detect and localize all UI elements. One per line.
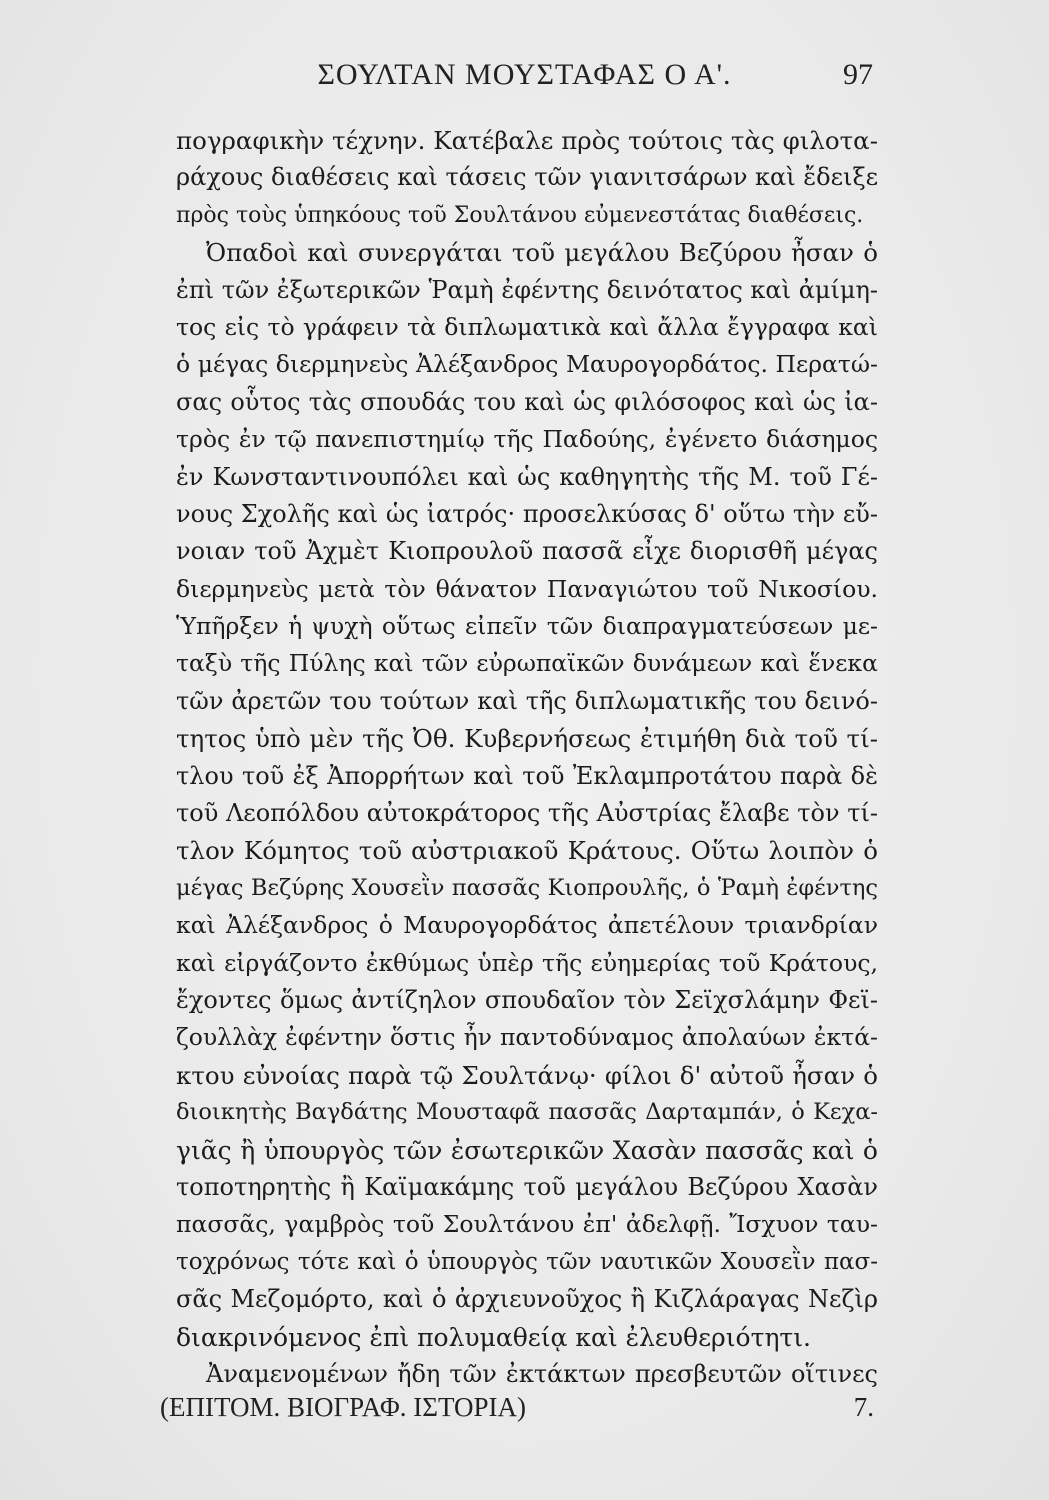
text-line: τος εἰς τὸ γράφειν τὰ διπλωματικὰ καὶ ἄλλα ἔγγραφα καὶ [176, 312, 878, 341]
text-line: σᾶς Μεζομόρτο, καὶ ὁ ἀρχιευνοῦχος ἢ Κιζλάραγας Νεζὶρ [176, 1285, 878, 1314]
running-head-title: ΣΟΥΛΤΑΝ ΜΟΥΣΤΑΦΑΣ Ο Α'. [317, 58, 732, 91]
body-text [176, 122, 878, 1393]
text-line: διερμηνεὺς μετὰ τὸν θάνατον Παναγιώτου τοῦ Νικοσίου. [176, 574, 878, 603]
text-line: καὶ Ἀλέξανδρος ὁ Μαυρογορδάτος ἀπετέλουν τριανδρίαν [176, 911, 878, 940]
text-line: ἔχοντες ὅμως ἀντίζηλον σπουδαῖον τὸν Σεϊχσλάμην Φεϊ- [176, 985, 878, 1014]
text-line: νους Σχολῆς καὶ ὡς ἰατρός· προσελκύσας δ' οὕτω τὴν εὔ- [176, 499, 878, 528]
text-line: τλου τοῦ ἐξ Ἀπορρήτων καὶ τοῦ Ἐκλαμπροτάτου παρὰ δὲ [176, 761, 878, 790]
text-line: διακρινόμενος ἐπὶ πολυμαθείᾳ καὶ ἐλευθεριότητι. [176, 1322, 811, 1352]
text-line: τῶν ἀρετῶν του τούτων καὶ τῆς διπλωματικῆς του δεινό- [176, 686, 878, 715]
text-line: τλον Κόμητος τοῦ αὐστριακοῦ Κράτους. Οὕτω λοιπὸν ὁ [176, 836, 878, 866]
text-line: Ὀπαδοὶ καὶ συνεργάται τοῦ μεγάλου Βεζύρου ἦσαν ὁ [206, 238, 878, 268]
text-line: ράχους διαθέσεις καὶ τάσεις τῶν γιανιτσάρων καὶ ἔδειξε [176, 163, 879, 192]
footer-signature: (ΕΠΙΤΟΜ. ΒΙΟΓΡΑΦ. ΙΣΤΟΡΙΑ) [160, 1392, 526, 1422]
page-number: 97 [843, 58, 873, 91]
text-line: μέγας Βεζύρης Χουσεῒν πασσᾶς Κιοπρουλῆς, ὁ Ῥαμὴ ἐφέντης [176, 874, 878, 901]
text-line: τρὸς ἐν τῷ πανεπιστημίῳ τῆς Παδούης, ἐγένετο διάσημος [176, 425, 878, 454]
text-line: ὁ μέγας διερμηνεὺς Ἀλέξανδρος Μαυρογορδάτος. Περατώ- [176, 350, 878, 379]
text-line: ἐν Κωνσταντινουπόλει καὶ ὡς καθηγητὴς τῆς Μ. τοῦ Γέ- [176, 462, 878, 491]
page-footer [160, 1392, 874, 1432]
text-line: Ἀναμενομένων ἤδη τῶν ἐκτάκτων πρεσβευτῶν οἵτινες [206, 1359, 878, 1388]
text-line: διοικητὴς Βαγδάτης Μουσταφᾶ πασσᾶς Δαρταμπάν, ὁ Κεχα- [176, 1099, 878, 1126]
text-line: σας οὗτος τὰς σπουδάς του καὶ ὡς φιλόσοφος καὶ ὡς ἰα- [176, 387, 878, 416]
text-line: πρὸς τοὺς ὑπηκόους τοῦ Σουλτάνου εὐμενεστάτας διαθέσεις. [176, 202, 864, 228]
text-line: ἐπὶ τῶν ἐξωτερικῶν Ῥαμὴ ἐφέντης δεινότατος καὶ ἀμίμη- [176, 275, 878, 304]
text-line: γιᾶς ἢ ὑπουργὸς τῶν ἐσωτερικῶν Χασὰν πασσᾶς καὶ ὁ [176, 1135, 878, 1165]
text-line: πογραφικὴν τέχνην. Κατέβαλε πρὸς τούτοις τὰς φιλοτα- [176, 126, 878, 155]
text-line: ταξὺ τῆς Πύλης καὶ τῶν εὐρωπαϊκῶν δυνάμεων καὶ ἕνεκα [176, 649, 878, 678]
text-line: Ὑπῆρξεν ἡ ψυχὴ οὕτως εἰπεῖν τῶν διαπραγματεύσεων με- [176, 612, 878, 641]
text-line: τοχρόνως τότε καὶ ὁ ὑπουργὸς τῶν ναυτικῶν Χουσεῒν πασ- [176, 1248, 878, 1275]
sheet-number: 7. [853, 1392, 874, 1422]
text-line: νοιαν τοῦ Ἀχμὲτ Κιοπρουλοῦ πασσᾶ εἶχε διορισθῆ μέγας [176, 537, 878, 566]
text-line: τητος ὑπὸ μὲν τῆς Ὀθ. Κυβερνήσεως ἐτιμήθη διὰ τοῦ τί- [176, 724, 878, 754]
text-line: πασσᾶς, γαμβρὸς τοῦ Σουλτάνου ἐπ' ἀδελφῇ. Ἴσχυον ταυ- [176, 1210, 878, 1239]
text-line: κτου εὐνοίας παρὰ τῷ Σουλτάνῳ· φίλοι δ' αὐτοῦ ἦσαν ὁ [176, 1060, 878, 1090]
text-line: ζουλλὰχ ἐφέντην ὅστις ἦν παντοδύναμος ἀπολαύων ἐκτά- [176, 1023, 878, 1052]
text-line: καὶ εἰργάζοντο ἐκθύμως ὑπὲρ τῆς εὐημερίας τοῦ Κράτους, [176, 948, 878, 977]
text-line: τοῦ Λεοπόλδου αὐτοκράτορος τῆς Αὐστρίας ἔλαβε τὸν τί- [176, 799, 878, 828]
text-line: τοποτηρητὴς ἢ Καϊμακάμης τοῦ μεγάλου Βεζύρου Χασὰν [176, 1172, 878, 1201]
running-head [0, 58, 1049, 98]
